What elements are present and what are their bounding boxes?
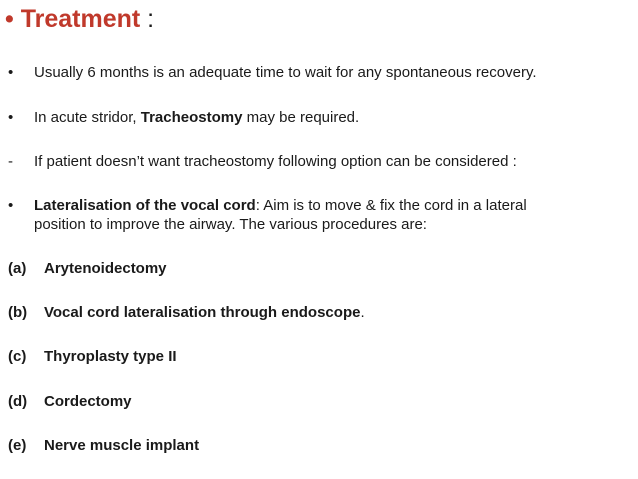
procedure-text bbox=[44, 347, 177, 367]
procedure-text bbox=[44, 392, 132, 412]
bullet-text: Usually 6 months is an adequate time to wait for any spontaneous recovery. bbox=[34, 64, 537, 81]
procedure-marker: (a) bbox=[8, 260, 27, 277]
bullet-text-bold: Lateralisation of the vocal cord bbox=[34, 197, 256, 214]
title-colon: : bbox=[140, 5, 155, 33]
procedure-marker: (d) bbox=[8, 393, 28, 410]
bullet-marker: • bbox=[8, 109, 14, 126]
procedure-marker: (c) bbox=[8, 348, 27, 365]
procedure-text bbox=[44, 436, 199, 456]
procedure-label: Vocal cord lateralisation through endoscope bbox=[44, 304, 361, 321]
dash-marker: - bbox=[8, 153, 13, 170]
procedure-marker: (b) bbox=[8, 304, 28, 321]
bullet-text bbox=[34, 196, 527, 216]
bullet-text-after: may be required. bbox=[242, 109, 360, 126]
procedure-text bbox=[44, 303, 365, 323]
procedure-label: Nerve muscle implant bbox=[44, 437, 200, 454]
title-word: Treatment bbox=[20, 5, 141, 33]
bullet-marker: • bbox=[8, 64, 14, 81]
bullet-lateralisation-line2: position to improve the airway. The various procedures are: bbox=[34, 216, 427, 233]
procedure-marker: (e) bbox=[8, 437, 27, 454]
bullet-marker: • bbox=[8, 197, 14, 214]
bullet-text-bold: Tracheostomy bbox=[140, 109, 243, 126]
procedure-text bbox=[44, 259, 167, 279]
procedure-label: Cordectomy bbox=[44, 393, 132, 410]
bullet-text-after: : Aim is to move & fix the cord in a lateral bbox=[255, 197, 527, 214]
title-bullet: • bbox=[5, 5, 14, 33]
bullet-text-before: In acute stridor, bbox=[34, 109, 141, 126]
bullet-text bbox=[34, 108, 359, 128]
procedure-label: Thyroplasty type II bbox=[44, 348, 177, 365]
procedure-label: Arytenoidectomy bbox=[44, 260, 167, 277]
slide-title bbox=[5, 2, 154, 36]
procedure-suffix: . bbox=[360, 304, 365, 321]
bullet-text: If patient doesn’t want tracheostomy following option can be considered : bbox=[34, 153, 517, 170]
